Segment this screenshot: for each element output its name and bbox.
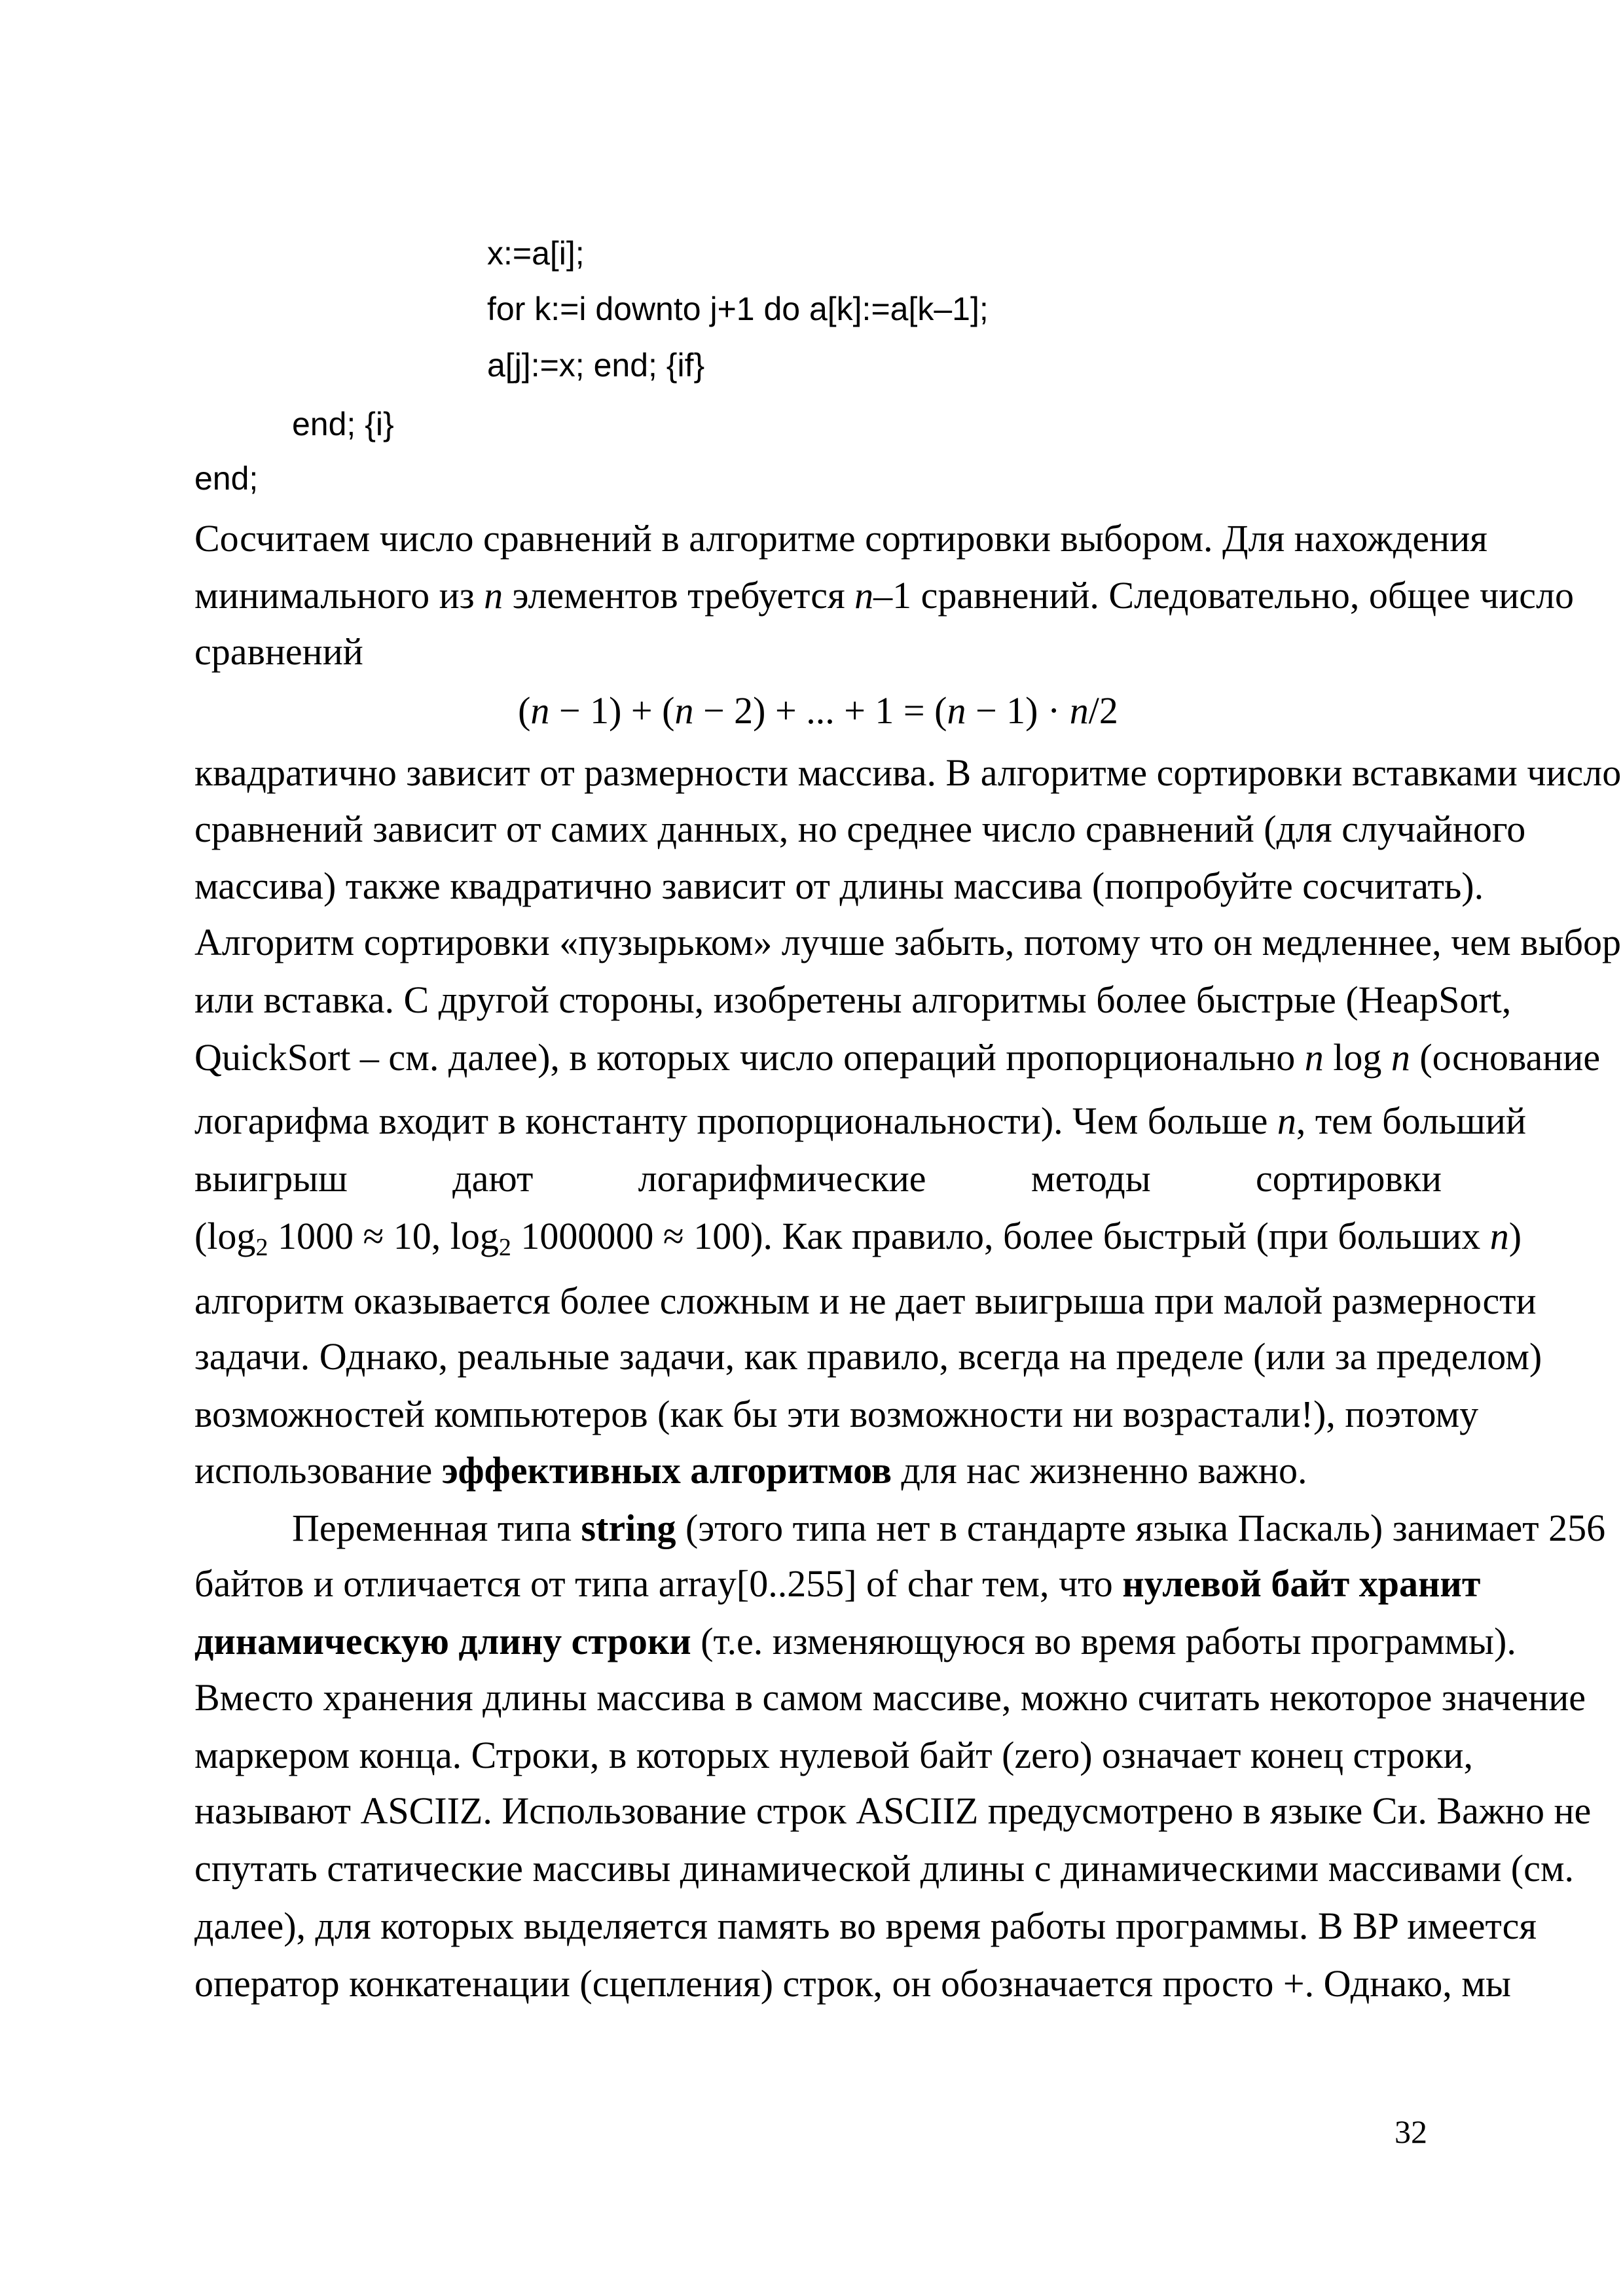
text-segment: квадратично зависит от размерности массива. В алгоритме сортировки вставками число: [194, 751, 1622, 794]
italic-variable: n: [1489, 1215, 1509, 1257]
text-segment: минимального из: [194, 574, 484, 617]
text-segment: оператор конкатенации (сцепления) строк, он обозначается просто +. Однако, мы: [194, 1962, 1511, 2005]
text-line: [194, 1727, 1473, 1784]
text-segment: спутать статические массивы динамической длины с динамическими массивами (см.: [194, 1847, 1575, 1890]
text-segment: (этого типа нет в стандарте языка Паскаль) занимает 256: [676, 1507, 1606, 1549]
text-line: [194, 1955, 1511, 2012]
text-segment: байтов и отличается от типа array[0..255] of char тем, что: [194, 1562, 1123, 1605]
subscript: 2: [255, 1234, 268, 1261]
text-line: [194, 800, 1526, 857]
text-segment: логарифма входит в константу пропорциональности). Чем больше: [194, 1100, 1277, 1142]
text-segment: сравнений зависит от самих данных, но среднее число сравнений (для случайного: [194, 808, 1526, 850]
text-line: [194, 1840, 1575, 1897]
italic-variable: n: [1304, 1036, 1324, 1079]
text-line: [194, 914, 1622, 971]
subscript: 2: [498, 1234, 511, 1261]
text-line: [194, 1442, 1442, 1499]
text-line: [194, 1669, 1586, 1726]
text-segment: , тем больший: [1296, 1100, 1526, 1142]
text-segment: элементов требуется: [503, 574, 855, 617]
code-line: for k:=i downto j+1 do a[k]:=a[k–1];: [487, 291, 989, 327]
code-line: end; {i}: [292, 406, 394, 442]
formula: [194, 682, 1442, 739]
text-segment: (т.е. изменяющуюся во время работы программы).: [691, 1620, 1516, 1662]
text-segment: − 1) + (: [549, 689, 675, 732]
text-line: [194, 1150, 1442, 1207]
page-number: 32: [1395, 2113, 1427, 2150]
text-line: [194, 623, 1442, 680]
text-segment: массива) также квадратично зависит от длины массива (попробуйте сосчитать).: [194, 865, 1484, 907]
italic-variable: n: [947, 689, 966, 732]
text-segment: возможностей компьютеров (как бы эти возможности ни возрастали!), поэтому: [194, 1393, 1479, 1435]
text-line: [194, 1328, 1542, 1385]
text-line: [194, 1208, 1522, 1265]
text-segment: log: [1323, 1036, 1391, 1079]
bold-text: эффективных алгоритмов: [441, 1449, 892, 1492]
text-line: [194, 1092, 1526, 1149]
text-segment: выигрыш дают логарифмические методы сортировки: [194, 1157, 1442, 1200]
code-line: a[j]:=x; end; {if}: [487, 347, 705, 384]
text-segment: − 1) ·: [966, 689, 1070, 732]
text-line: [194, 1029, 1601, 1086]
text-line: [194, 1499, 1606, 1556]
bold-text: динамическую длину строки: [194, 1620, 691, 1662]
text-segment: ): [1508, 1215, 1522, 1257]
italic-variable: n: [854, 574, 874, 617]
text-segment: 1000000 ≈ 100). Как правило, более быстрый (при больших: [511, 1215, 1490, 1257]
text-segment: далее), для которых выделяется память во время работы программы. В BP имеется: [194, 1905, 1537, 1947]
text-segment: − 2) + ... + 1 = (: [693, 689, 947, 732]
text-line: [194, 744, 1622, 801]
text-segment: /2: [1088, 689, 1118, 732]
bold-text: нулевой байт хранит: [1122, 1562, 1481, 1605]
text-segment: задачи. Однако, реальные задачи, как правило, всегда на пределе (или за пределом): [194, 1335, 1542, 1378]
code-line: x:=a[i];: [487, 235, 585, 272]
text-segment: сравнений: [194, 630, 363, 673]
text-line: [194, 1386, 1479, 1443]
text-segment: использование: [194, 1449, 442, 1492]
text-segment: 1000 ≈ 10, log: [268, 1215, 499, 1257]
text-line: [194, 567, 1574, 624]
text-segment: Переменная типа: [292, 1507, 581, 1549]
text-segment: (log: [194, 1215, 256, 1257]
text-segment: –1 сравнений. Следовательно, общее число: [873, 574, 1574, 617]
text-segment: маркером конца. Строки, в которых нулевой байт (zero) означает конец строки,: [194, 1734, 1473, 1776]
text-line: [194, 1613, 1516, 1670]
text-segment: для нас жизненно важно.: [892, 1449, 1307, 1492]
italic-variable: n: [1391, 1036, 1410, 1079]
text-segment: Алгоритм сортировки «пузырьком» лучше забыть, потому что он медленнее, чем выбор: [194, 921, 1622, 963]
text-line: [194, 510, 1487, 567]
text-segment: называют ASCIIZ. Использование строк ASCIIZ предусмотрено в языке Си. Важно не: [194, 1789, 1592, 1832]
text-line: [194, 1782, 1592, 1839]
code-line: end;: [194, 460, 259, 497]
italic-variable: n: [674, 689, 694, 732]
text-line: [194, 857, 1484, 914]
text-segment: (: [518, 689, 531, 732]
italic-variable: n: [484, 574, 503, 617]
text-segment: алгоритм оказывается более сложным и не дает выигрыша при малой размерности: [194, 1280, 1537, 1322]
italic-variable: n: [530, 689, 550, 732]
text-line: [194, 1555, 1481, 1612]
text-segment: (основание: [1410, 1036, 1601, 1079]
text-line: [194, 1897, 1537, 1954]
text-segment: Вместо хранения длины массива в самом массиве, можно считать некоторое значение: [194, 1676, 1586, 1719]
text-line: [194, 971, 1512, 1028]
text-segment: QuickSort – см. далее), в которых число операций пропорционально: [194, 1036, 1305, 1079]
italic-variable: n: [1277, 1100, 1296, 1142]
bold-text: string: [581, 1507, 676, 1549]
text-line: [194, 1272, 1537, 1329]
text-segment: или вставка. С другой стороны, изобретены алгоритмы более быстрые (HeapSort,: [194, 978, 1512, 1021]
italic-variable: n: [1069, 689, 1089, 732]
text-segment: Сосчитаем число сравнений в алгоритме сортировки выбором. Для нахождения: [194, 517, 1487, 560]
